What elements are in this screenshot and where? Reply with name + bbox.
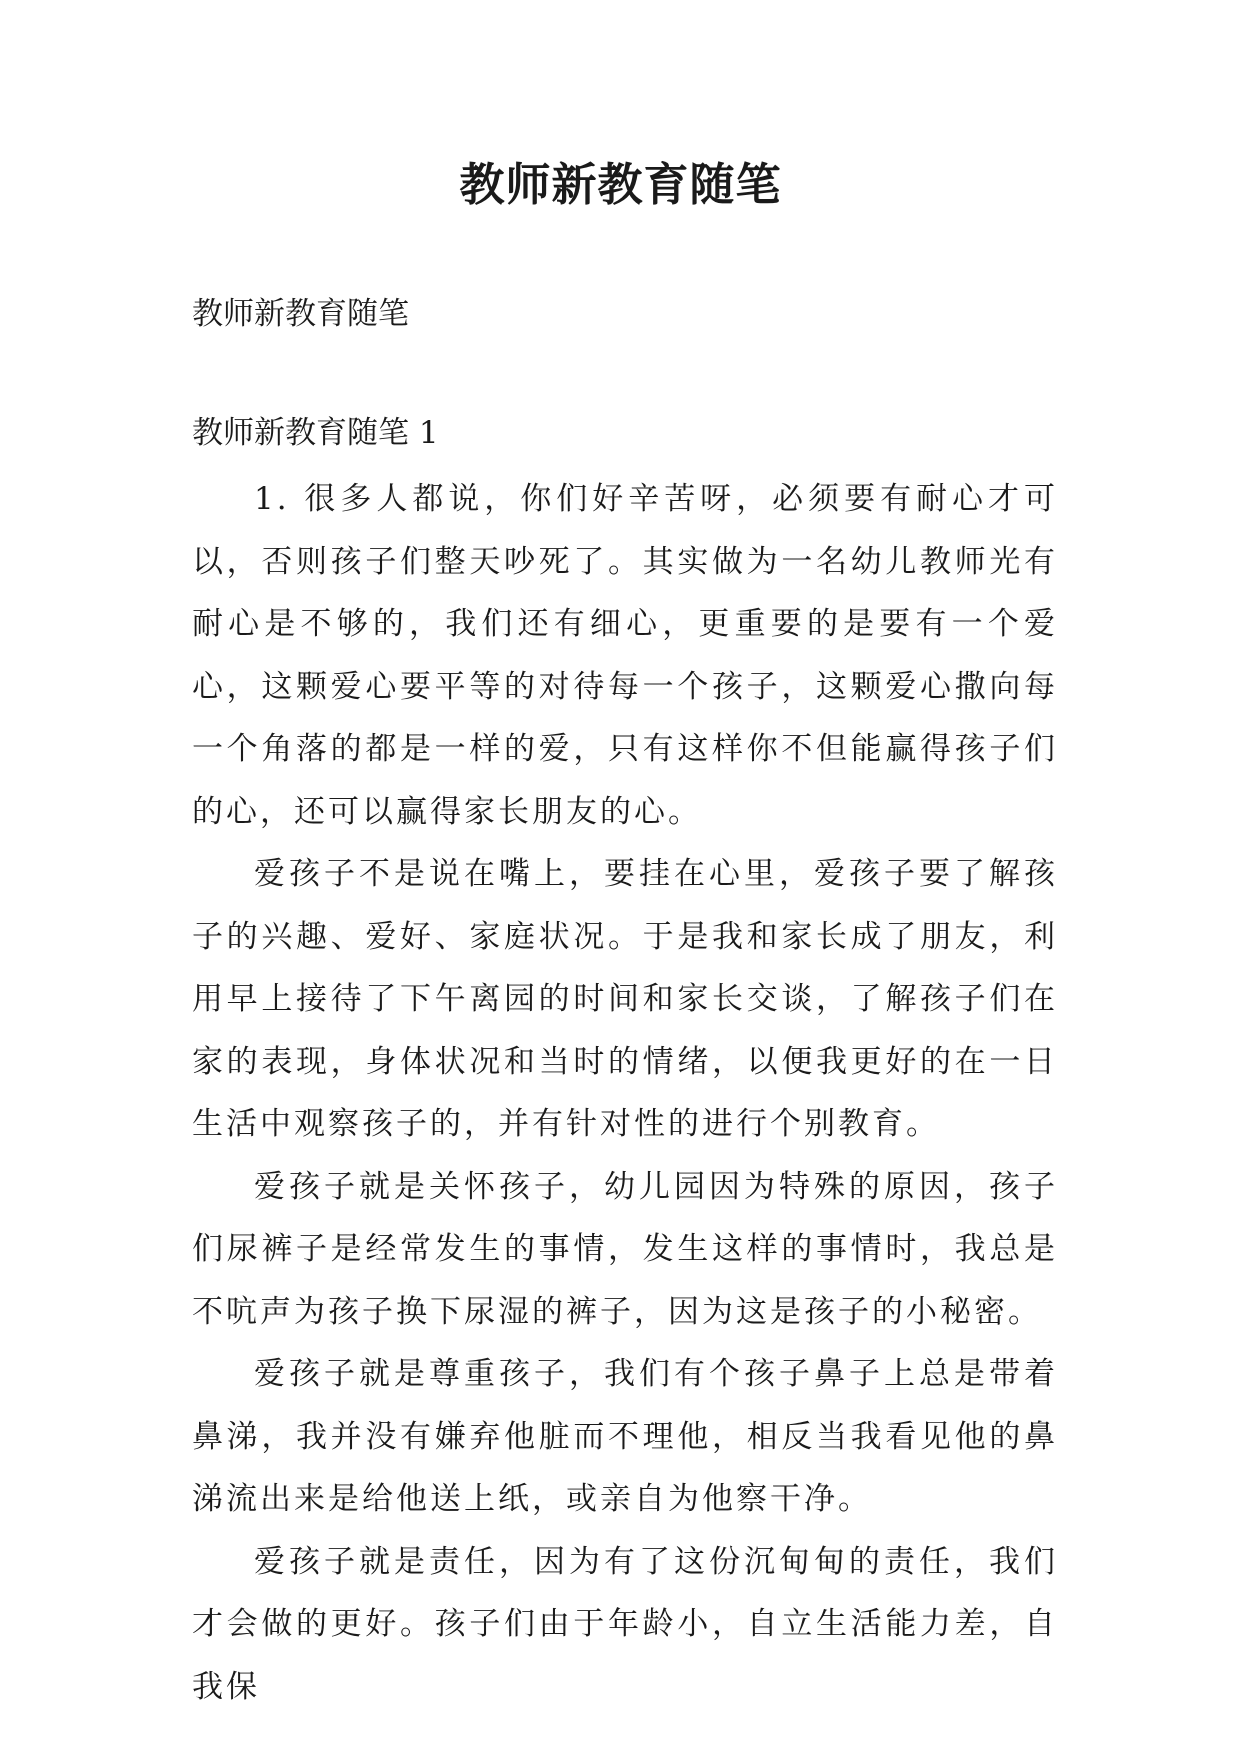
section-heading: 教师新教育随笔 1 bbox=[192, 415, 439, 451]
paragraph: 爱孩子就是尊重孩子，我们有个孩子鼻子上总是带着鼻涕，我并没有嫌弃他脏而不理他，相反当我看见他的鼻涕流出来是给他送上纸，或亲自为他察干净。 bbox=[192, 1356, 1058, 1517]
paragraph: 爱孩子不是说在嘴上，要挂在心里，爱孩子要了解孩子的兴趣、爱好、家庭状况。于是我和家长成了朋友，利用早上接待了下午离园的时间和家长交谈，了解孩子们在家的表现，身体状况和当时的情绪，以便我更好的在一日生活中观察孩子的，并有针对性的进行个别教育。 bbox=[192, 856, 1058, 1142]
paragraph: 爱孩子就是责任，因为有了这份沉甸甸的责任，我们才会做的更好。孩子们由于年龄小，自立生活能力差，自我保 bbox=[192, 1543, 1058, 1705]
body-text bbox=[192, 468, 1058, 1718]
document-title: 教师新教育随笔 bbox=[459, 158, 782, 211]
document-subtitle: 教师新教育随笔 bbox=[192, 296, 409, 332]
paragraph: 爱孩子就是关怀孩子，幼儿园因为特殊的原因，孩子们尿裤子是经常发生的事情，发生这样的事情时，我总是不吭声为孩子换下尿湿的裤子，因为这是孩子的小秘密。 bbox=[192, 1168, 1058, 1330]
paragraph: 1. 很多人都说，你们好辛苦呀，必须要有耐心才可以，否则孩子们整天吵死了。其实做为一名幼儿教师光有耐心是不够的，我们还有细心，更重要的是要有一个爱心，这颗爱心要平等的对待每一个孩子，这颗爱心撒向每一个角落的都是一样的爱，只有这样你不但能赢得孩子们的心，还可以赢得家长朋友的心。 bbox=[192, 481, 1058, 830]
